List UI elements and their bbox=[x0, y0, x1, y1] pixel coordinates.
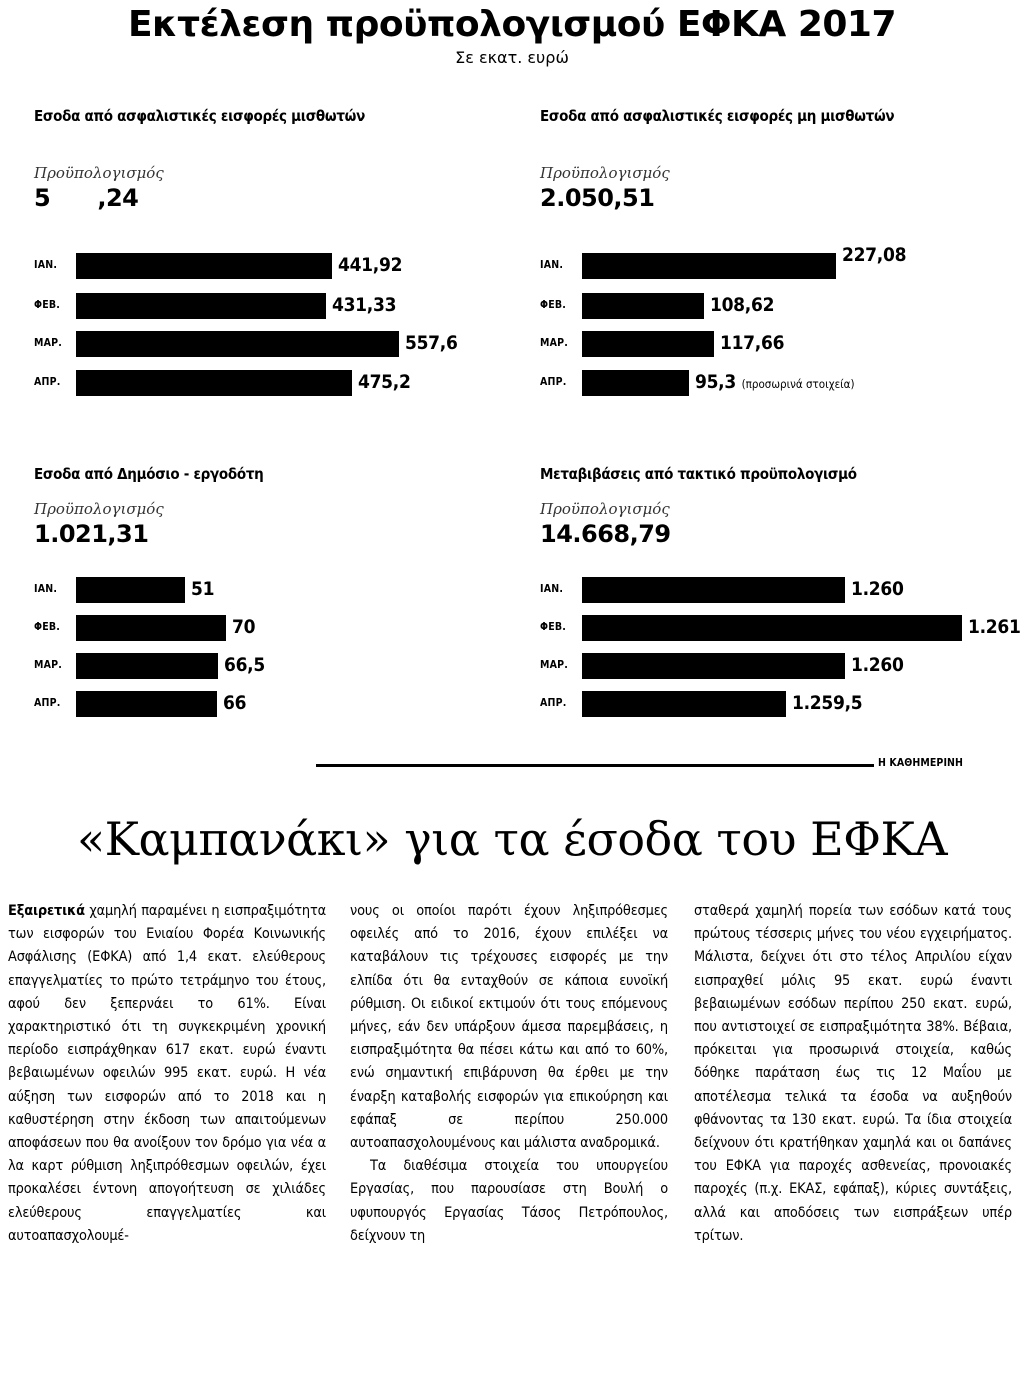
bar-value-label: 227,08 bbox=[842, 244, 907, 266]
budget-value: 14.668,79 bbox=[540, 520, 671, 548]
lead-word: Εξαιρετικά bbox=[8, 903, 85, 919]
month-label: ΜΑΡ. bbox=[34, 337, 63, 349]
panel-title: Εσοδα από ασφαλιστικές εισφορές μη μισθωτών bbox=[540, 107, 895, 125]
chart-panel-nonemployee-contributions bbox=[540, 106, 1000, 406]
panel-title: Εσοδα από Δημόσιο - εργοδότη bbox=[34, 465, 264, 483]
month-label: ΜΑΡ. bbox=[34, 659, 63, 671]
article-column-3 bbox=[694, 900, 1012, 1248]
chart-panel-budget-transfers bbox=[540, 464, 1021, 734]
bar-value-label: 108,62 bbox=[710, 294, 775, 316]
bar-value-label: 1.261 bbox=[968, 616, 1021, 638]
article-column-2 bbox=[350, 900, 668, 1248]
month-label: ΦΕΒ. bbox=[540, 299, 567, 311]
bar bbox=[76, 370, 352, 396]
bar bbox=[76, 331, 399, 357]
bar bbox=[582, 370, 689, 396]
month-label: ΑΠΡ. bbox=[540, 697, 567, 709]
month-label: ΙΑΝ. bbox=[540, 259, 564, 271]
bar bbox=[76, 253, 332, 279]
article-paragraph bbox=[8, 900, 326, 1248]
budget-value: 1.021,31 bbox=[34, 520, 149, 548]
bar-value-label: 1.260 bbox=[851, 578, 904, 600]
budget-label: Προϋπολογισμός bbox=[34, 500, 164, 518]
bar bbox=[582, 293, 704, 319]
month-label: ΑΠΡ. bbox=[540, 376, 567, 388]
bar-value-label: 475,2 bbox=[358, 371, 411, 393]
bar bbox=[76, 691, 217, 717]
month-label: ΙΑΝ. bbox=[540, 583, 564, 595]
bar-value-label: 70 bbox=[232, 616, 256, 638]
bar bbox=[582, 691, 786, 717]
panel-title: Μεταβιβάσεις από τακτικό προϋπολογισμό bbox=[540, 465, 857, 483]
bar bbox=[582, 577, 845, 603]
bar-value-label: 51 bbox=[191, 578, 215, 600]
month-label: ΜΑΡ. bbox=[540, 659, 569, 671]
bar-value-label: 431,33 bbox=[332, 294, 397, 316]
month-label: ΑΠΡ. bbox=[34, 697, 61, 709]
budget-value: 2.050,51 bbox=[540, 184, 655, 212]
article-headline: «Καμπανάκι» για τα έσοδα του ΕΦΚΑ bbox=[76, 812, 948, 866]
paragraph-text: χαμηλή παραμένει η εισπραξιμότητα των εισφορών του Ενιαίου Φορέα Κοινωνικής Ασφάλισης (ΕΦΚΑ) από 1,4 εκατ. ελεύθερους επαγγελματίες το πρώτο τετράμηνο του έτους, αφού δεν ξεπερνάει το 61%. Είναι χαρακτηριστικό ότι τη συγκεκριμένη χρονική περίοδο εισπράχθηκαν 617 εκατ. ευρώ έναντι βεβαιωμένων οφειλών 995 εκατ. ευρώ. Η νέα αύξηση των εισφορών από το 2018 και η καθυστέρηση στην έκδοση των απαιτούμενων αποφάσεων που θα ανοίξουν τον δρόμο για νέα α λα καρτ ρύθμιση ληξιπρόθεσμων οφειλών, έχει προκαλέσει έντονη απογοήτευση σε χιλιάδες ελεύθερους επαγγελματίες και αυτοαπασχολουμέ- bbox=[8, 903, 326, 1244]
chart-panel-employee-contributions bbox=[34, 106, 474, 406]
bar-value-label: 1.260 bbox=[851, 654, 904, 676]
bar bbox=[76, 653, 218, 679]
month-label: ΙΑΝ. bbox=[34, 583, 58, 595]
budget-value: 5 ,24 bbox=[34, 184, 139, 212]
bar bbox=[582, 615, 962, 641]
bar bbox=[76, 293, 326, 319]
month-label: ΦΕΒ. bbox=[34, 621, 61, 633]
divider-rule bbox=[316, 764, 874, 767]
bar bbox=[76, 577, 185, 603]
article-paragraph: Τα διαθέσιμα στοιχεία του υπουργείου Εργασίας, που παρουσίασε στη Βουλή ο υφυπουργός Εργασίας Τάσος Πετρόπουλος, δείχνουν τη bbox=[350, 1158, 668, 1244]
bar bbox=[582, 331, 714, 357]
article-body bbox=[8, 900, 1012, 1378]
source-credit: Η ΚΑΘΗΜΕΡΙΝΗ bbox=[878, 757, 964, 769]
bar bbox=[582, 253, 836, 279]
budget-label: Προϋπολογισμός bbox=[540, 164, 670, 182]
provisional-data-note: (προσωρινά στοιχεία) bbox=[741, 377, 855, 391]
budget-label: Προϋπολογισμός bbox=[540, 500, 670, 518]
month-label: ΜΑΡ. bbox=[540, 337, 569, 349]
bar-value-label: 66 bbox=[223, 692, 247, 714]
bar-value-label: 117,66 bbox=[720, 332, 785, 354]
article-paragraph: νους οι οποίοι παρότι έχουν ληξιπρόθεσμες οφειλές από το 2016, έχουν επιλέξει να καταβάλουν τις τρέχουσες εισφορές με την ελπίδα ότι θα ενταχθούν σε κάποια ευνοϊκή ρύθμιση. Οι ειδικοί εκτιμούν ότι τους επόμενους μήνες, εάν δεν υπάρξουν άμεσα παρεμβάσεις, η εισπραξιμότητα θα πέσει κάτω και από το 60%, ενώ σημαντική επιβάρυνση θα έρθει με την έναρξη καταβολής εισφορών για επικούρηση και εφάπαξ σε περίπου 250.000 αυτοαπασχολουμένους και μάλιστα αναδρομικά. bbox=[350, 903, 668, 1152]
month-label: ΦΕΒ. bbox=[540, 621, 567, 633]
panel-title: Εσοδα από ασφαλιστικές εισφορές μισθωτών bbox=[34, 107, 365, 125]
budget-label: Προϋπολογισμός bbox=[34, 164, 164, 182]
bar-value-text: 95,3 bbox=[695, 371, 736, 393]
month-label: ΑΠΡ. bbox=[34, 376, 61, 388]
bar bbox=[582, 653, 845, 679]
month-label: ΦΕΒ. bbox=[34, 299, 61, 311]
chart-panel-state-employer bbox=[34, 464, 474, 734]
bar bbox=[76, 615, 226, 641]
bar-value-label: 441,92 bbox=[338, 254, 403, 276]
bar-value-label: 557,6 bbox=[405, 332, 458, 354]
bar-value-label: 66,5 bbox=[224, 654, 265, 676]
article-column-1 bbox=[8, 900, 326, 1248]
month-label: ΙΑΝ. bbox=[34, 259, 58, 271]
infographic-title: Εκτέλεση προϋπολογισμού ΕΦΚΑ 2017 bbox=[127, 4, 897, 45]
article-paragraph: σταθερά χαμηλή πορεία των εσόδων κατά τους πρώτους τέσσερις μήνες του νέου εγχειρήματος. Μάλιστα, δείχνει ότι στο τέλος Απριλίου είχαν εισπραχθεί μόλις 95 εκατ. ευρώ έναντι βεβαιωμένων εσόδων περίπου 250 εκατ. ευρώ, που αντιστοιχεί σε εισπραξιμότητα 38%. Βέβαια, πρόκειται για προσωρινά στοιχεία, καθώς δόθηκε παράταση έως τις 12 Μαΐου με αποτέλεσμα τελικά τα έσοδα να αυξηθούν φθάνοντας τα 130 εκατ. ευρώ. Τα ίδια στοιχεία δείχνουν ότι κρατήθηκαν χαμηλά και οι δαπάνες του ΕΦΚΑ για παροχές ασθενείας, προνοιακές παροχές (π.χ. ΕΚΑΣ, εφάπαξ), κύριες συντάξεις, αλλά και αποδόσεις των εισπράξεων υπέρ τρίτων. bbox=[694, 903, 1012, 1244]
infographic-subtitle: Σε εκατ. ευρώ bbox=[455, 48, 569, 67]
bar-value-label bbox=[695, 371, 855, 393]
bar-value-label: 1.259,5 bbox=[792, 692, 863, 714]
